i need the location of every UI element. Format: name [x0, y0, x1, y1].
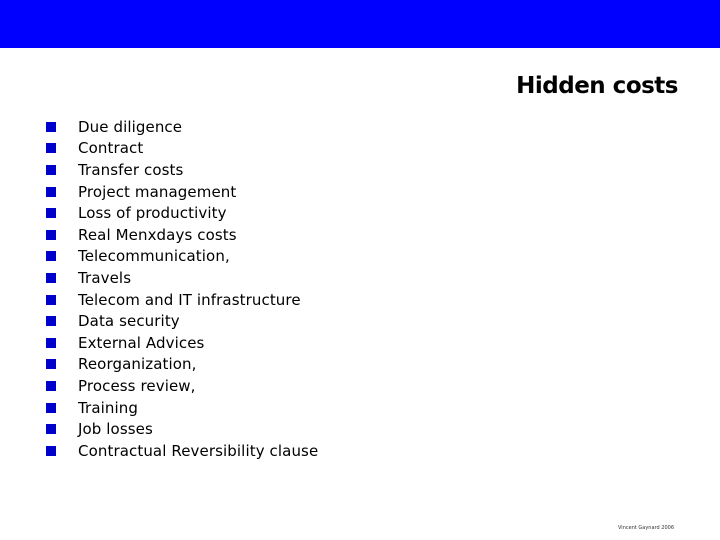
header-bar [0, 0, 720, 48]
list-item [46, 375, 318, 397]
square-bullet-icon [46, 208, 56, 218]
list-item-text: Job losses [78, 420, 153, 439]
square-bullet-icon [46, 295, 56, 305]
list-item-text: Training [78, 398, 138, 417]
square-bullet-icon [46, 338, 56, 348]
list-item-text: External Advices [78, 333, 205, 352]
list-item [46, 246, 318, 268]
square-bullet-icon [46, 143, 56, 153]
list-item-text: Loss of productivity [78, 204, 227, 223]
list-item [46, 418, 318, 440]
square-bullet-icon [46, 273, 56, 283]
square-bullet-icon [46, 424, 56, 434]
list-item-text: Travels [78, 268, 132, 287]
footer-text: Vincent Gaynard 2006 [618, 525, 674, 531]
list-item-text: Contractual Reversibility clause [78, 441, 319, 460]
list-item [46, 267, 318, 289]
square-bullet-icon [46, 187, 56, 197]
list-item [46, 116, 318, 138]
square-bullet-icon [46, 381, 56, 391]
list-item-text: Real Menxdays costs [78, 225, 237, 244]
list-item [46, 159, 318, 181]
list-item [46, 440, 318, 462]
square-bullet-icon [46, 359, 56, 369]
list-item-text: Data security [78, 312, 180, 331]
list-item-text: Process review, [78, 376, 196, 395]
list-item [46, 354, 318, 376]
list-item [46, 202, 318, 224]
bullet-list [46, 116, 318, 462]
list-item-text: Telecommunication, [78, 247, 230, 266]
list-item [46, 310, 318, 332]
list-item [46, 332, 318, 354]
square-bullet-icon [46, 316, 56, 326]
list-item [46, 138, 318, 160]
list-item [46, 397, 318, 419]
square-bullet-icon [46, 122, 56, 132]
square-bullet-icon [46, 165, 56, 175]
slide-title: Hidden costs [516, 73, 678, 99]
list-item-text: Telecom and IT infrastructure [78, 290, 301, 309]
list-item-text: Project management [78, 182, 237, 201]
list-item [46, 289, 318, 311]
square-bullet-icon [46, 446, 56, 456]
list-item-text: Transfer costs [78, 160, 184, 179]
list-item-text: Contract [78, 139, 144, 158]
square-bullet-icon [46, 230, 56, 240]
square-bullet-icon [46, 403, 56, 413]
list-item [46, 181, 318, 203]
list-item-text: Due diligence [78, 117, 183, 136]
list-item-text: Reorganization, [78, 355, 197, 374]
square-bullet-icon [46, 251, 56, 261]
list-item [46, 224, 318, 246]
